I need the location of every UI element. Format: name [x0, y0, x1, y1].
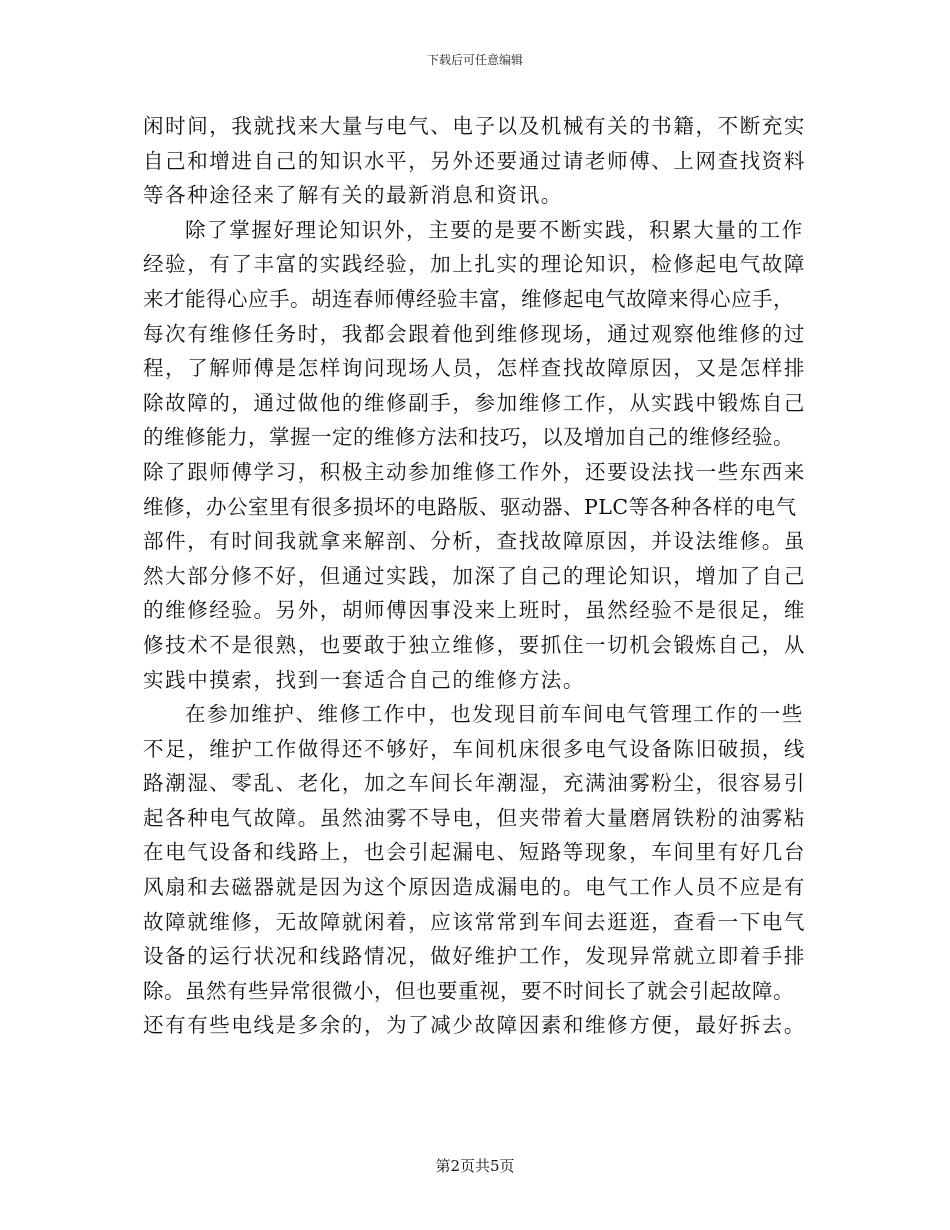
text-line: 实践中摸索，找到一套适合自己的维修方法。: [143, 667, 585, 692]
text-line: 然大部分修不好，但通过实践，加深了自己的理论知识，增加了自己: [143, 563, 806, 588]
body-text: [143, 109, 815, 1043]
text-line: 来才能得心应手。胡连春师傅经验丰富，维修起电气故障来得心应手，: [143, 286, 794, 311]
text-line: 程，了解师傅是怎样询问现场人员，怎样查找故障原因，又是怎样排: [143, 356, 806, 381]
text-line: 起各种电气故障。虽然油雾不导电，但夹带着大量磨屑铁粉的油雾粘: [143, 805, 806, 830]
text-line: 在参加维护、维修工作中，也发现目前车间电气管理工作的一些: [185, 702, 804, 727]
text-line: 路潮湿、零乱、老化，加之车间长年潮湿，充满油雾粉尘，很容易引: [143, 771, 806, 796]
text-line: 维修，办公室里有很多损坏的电路版、驱动器、PLC等各种各样的电气: [143, 494, 797, 519]
text-line: 每次有维修任务时，我都会跟着他到维修现场，通过观察他维修的过: [143, 321, 806, 346]
page-header: 下载后可任意编辑: [426, 53, 523, 67]
text-line: 除故障的，通过做他的维修副手，参加维修工作，从实践中锻炼自己: [143, 390, 806, 415]
text-line: 修技术不是很熟，也要敢于独立维修，要抓住一切机会锻炼自己，从: [143, 632, 806, 657]
text-line: 除了掌握好理论知识外，主要的是要不断实践，积累大量的工作: [185, 217, 804, 242]
text-line: 经验，有了丰富的实践经验，加上扎实的理论知识，检修起电气故障: [143, 252, 806, 277]
paragraph: [143, 109, 815, 213]
text-line: 设备的运行状况和线路情况，做好维护工作，发现异常就立即着手排: [143, 944, 806, 969]
text-line: 部件，有时间我就拿来解剖、分析，查找故障原因，并设法维修。虽: [143, 529, 806, 554]
text-line: 自己和增进自己的知识水平，另外还要通过请老师傅、上网查找资料: [143, 148, 806, 173]
text-line: 除。虽然有些异常很微小，但也要重视，要不时间长了就会引起故障。: [143, 978, 794, 1003]
text-line: 的维修能力，掌握一定的维修方法和技巧，以及增加自己的维修经验。: [143, 425, 794, 450]
paragraph: [143, 697, 815, 1043]
text-line: 闲时间，我就找来大量与电气、电子以及机械有关的书籍，不断充实: [143, 114, 806, 138]
paragraph: [143, 213, 815, 697]
text-line: 故障就维修，无故障就闲着，应该常常到车间去逛逛，查看一下电气: [143, 909, 806, 934]
text-line: 还有有些电线是多余的，为了减少故障因素和维修方便，最好拆去。: [143, 1013, 806, 1038]
text-line: 风扇和去磁器就是因为这个原因造成漏电的。电气工作人员不应是有: [143, 875, 806, 900]
text-line: 不足，维护工作做得还不够好，车间机床很多电气设备陈旧破损，线: [143, 736, 806, 761]
text-line: 等各种途径来了解有关的最新消息和资讯。: [143, 183, 563, 208]
text-line: 在电气设备和线路上，也会引起漏电、短路等现象，车间里有好几台: [143, 840, 806, 865]
text-line: 除了跟师傅学习，积极主动参加维修工作外，还要设法找一些东西来: [143, 459, 806, 484]
page-footer: 第2页共5页: [435, 1157, 515, 1175]
text-line: 的维修经验。另外，胡师傅因事没来上班时，虽然经验不是很足，维: [143, 598, 806, 623]
